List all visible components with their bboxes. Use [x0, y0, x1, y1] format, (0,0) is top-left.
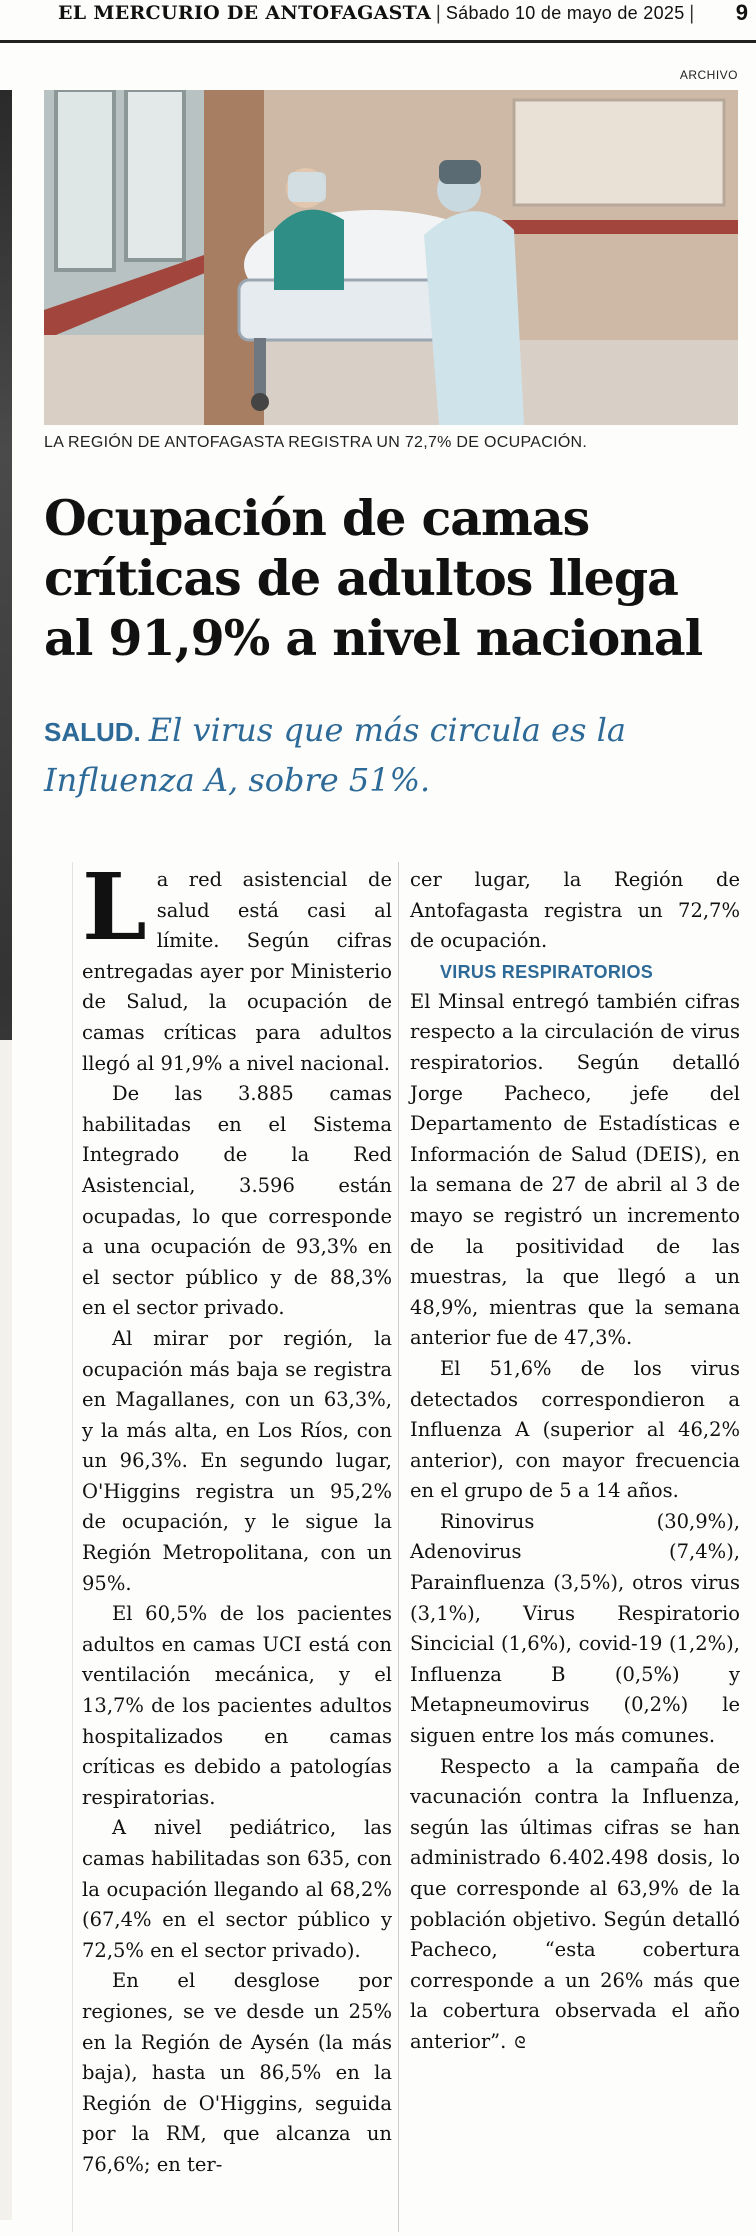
- publication-name: EL MERCURIO DE ANTOFAGASTA: [58, 2, 432, 24]
- publication-date: Sábado 10 de mayo de 2025: [445, 3, 685, 23]
- page-header: [0, 0, 756, 34]
- body-paragraph: [410, 1752, 740, 2059]
- body-paragraph: El Minsal entregó también cifras respecto a la circulación de virus respiratorios. Según detalló Jorge Pacheco, jefe del Departamento de Estadísticas e Información de Salud (DEIS), en la semana de 27 de abril al 3 de mayo se registró un incremento de la positividad de las muestras, la que llegó a un 48,9%, mientras que la semana anterior fue de 47,3%.: [410, 989, 740, 1350]
- body-column-1: [82, 853, 392, 2181]
- photo-caption: LA REGIÓN DE ANTOFAGASTA REGISTRA UN 72,7% DE OCUPACIÓN.: [44, 434, 588, 451]
- body-paragraph: Rinovirus (30,9%), Adenovirus (7,4%), Parainfluenza (3,5%), otros virus (3,1%), Virus Respiratorio Sincicial (1,6%), covid-19 (1,2%), Influenza B (0,5%) y Metapneumovirus (0,2%) le siguen entre los más comunes.: [410, 1509, 740, 1748]
- headline-line: Ocupación de camas: [44, 489, 590, 547]
- body-paragraph: Al mirar por región, la ocupación más baja se registra en Magallanes, con un 63,3%, y la más alta, en Los Ríos, con un 96,3%. En segundo lugar, O'Higgins registra un 95,2% de ocupación, y le sigue la Región Metropolitana, con un 95%.: [82, 1326, 392, 1595]
- body-paragraph: De las 3.885 camas habilitadas en el Sistema Integrado de la Red Asistencial, 3.596 están ocupadas, lo que corresponde a una ocupación de 93,3% en el sector público y de 88,3% en el sector privado.: [82, 1082, 392, 1320]
- header-rule: [0, 40, 756, 43]
- body-paragraph: A nivel pediátrico, las camas habilitadas son 635, con la ocupación llegando al 68,2% (67,4% en el sector público y 72,5% en el sector privado).: [82, 1816, 392, 1962]
- drop-cap: L: [82, 853, 147, 961]
- hospital-photo: [44, 90, 738, 425]
- deck-text: El virus que más circula es la Influenza A, sobre 51%.: [44, 711, 626, 799]
- body-paragraph: El 60,5% de los pacientes adultos en camas UCI está con ventilación mecánica, y el 13,7% de los pacientes adultos hospitalizados en camas críticas es debido a patologías respiratorias.: [82, 1602, 392, 1809]
- body-paragraph-continuation: cer lugar, la Región de Antofagasta registra un 72,7% de ocupación.: [410, 868, 740, 953]
- page-number: 9: [735, 0, 748, 25]
- headline-line: al 91,9% a nivel nacional: [44, 609, 703, 667]
- hospital-corridor-illustration: [44, 90, 738, 425]
- column-rule: [398, 862, 399, 2232]
- body-column-2: [410, 865, 740, 2059]
- section-subhead: VIRUS RESPIRATORIOS: [440, 961, 654, 982]
- section-kicker: SALUD.: [44, 717, 141, 747]
- deck: [44, 706, 724, 804]
- body-paragraph-text: Respecto a la campaña de vacunación contra la Influenza, según las últimas cifras se han administrado 6.402.498 dosis, lo que corresponde al 63,9% de la población objetivo. Según detalló Pacheco, “esta cobertura corresponde a un 26% más que la cobertura observada el año anterior”.: [410, 1754, 740, 2053]
- headline-line: críticas de adultos llega: [44, 549, 678, 607]
- photo-credit: ARCHIVO: [679, 68, 738, 82]
- body-paragraph-text: a red asistencial de salud está casi al límite. Según cifras entregadas ayer por Ministerio de Salud, la ocupación de camas críticas para adultos llegó al 91,9% a nivel nacional.: [82, 868, 392, 1075]
- headline: [44, 488, 744, 668]
- header-separator-2: |: [688, 2, 696, 24]
- body-paragraph: El 51,6% de los virus detectados correspondieron a Influenza A (superior al 46,2% anterior), con mayor frecuencia en el grupo de 5 a 14 años.: [410, 1356, 740, 1503]
- header-separator: |: [435, 2, 442, 24]
- body-paragraph: En el desglose por regiones, se ve desde un 25% en la Región de Aysén (la más baja), hasta un 86,5% en la Región de O'Higgins, seguida por la RM, que alcanza un 76,6%; en ter-: [82, 1969, 392, 2176]
- adjacent-article-text-strip: [0, 1040, 12, 2220]
- end-mark-icon: ᘓ: [514, 2032, 526, 2052]
- column-rule-left: [72, 862, 73, 2232]
- masthead: [58, 2, 699, 24]
- body-paragraph: [82, 853, 392, 1079]
